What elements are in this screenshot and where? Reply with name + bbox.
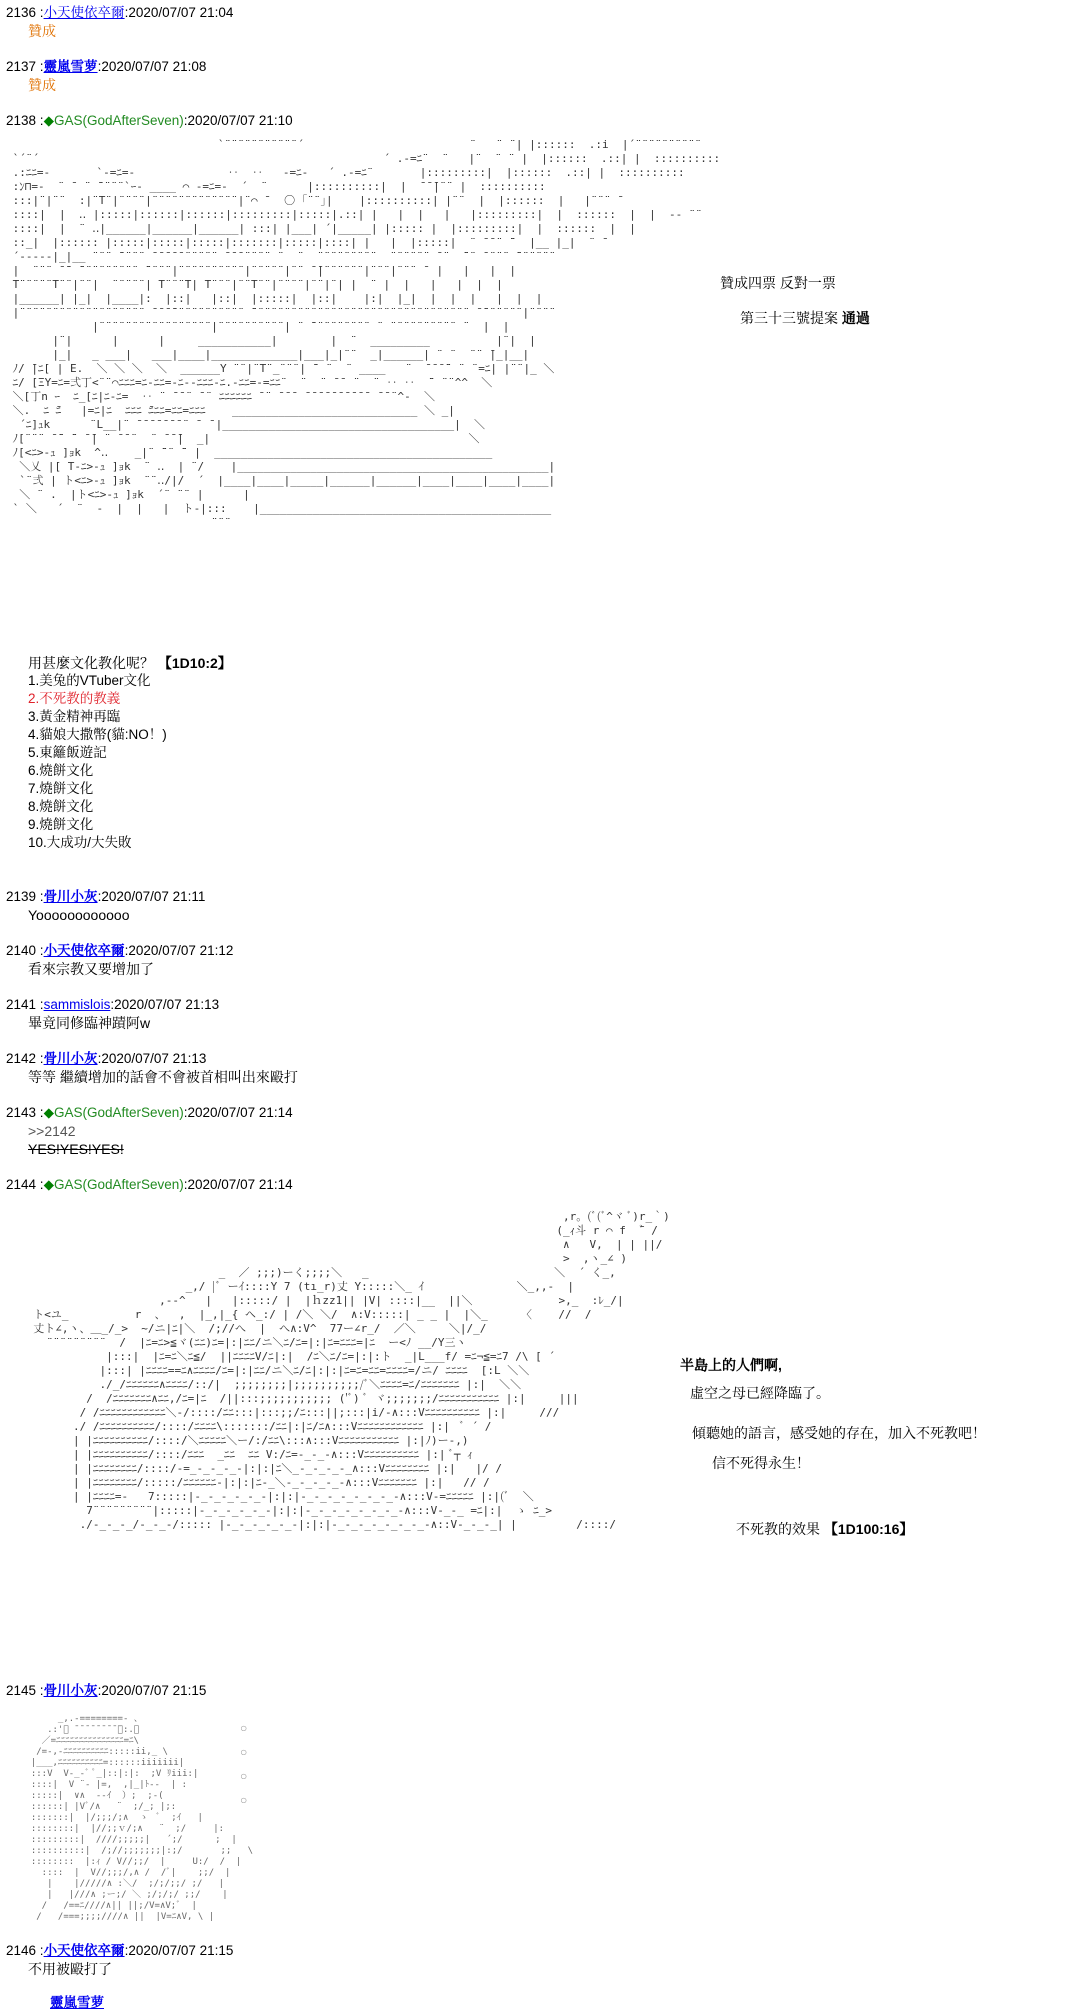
option-item: 7.燒餅文化: [28, 781, 94, 796]
diamond-icon: ◆: [43, 1105, 54, 1120]
post-number: 2144: [6, 1177, 37, 1192]
dice-roll: 【1D100:16】: [823, 1521, 914, 1537]
post-body: 不用被毆打了: [28, 1961, 112, 1977]
option-item: 4.貓娘大撒幣(貓:NO！): [28, 727, 167, 742]
circle-icon: ○: [240, 1745, 248, 1759]
poster-name-link[interactable]: 小天使依卒爾: [43, 1943, 125, 1958]
speech-line: 半島上的人們啊,: [680, 1357, 782, 1373]
poster-name-link[interactable]: 骨川小灰: [43, 1683, 98, 1698]
post-number: 2139: [6, 889, 37, 904]
circle-icon: ○: [240, 1793, 248, 1807]
post-number: 2146: [6, 1943, 37, 1958]
post-time: :2020/07/07 21:04: [124, 5, 234, 20]
reply-quote-link[interactable]: >>2142: [28, 1123, 76, 1139]
post-body: 贊成: [28, 77, 56, 93]
post-body: Yoooooooooooo: [28, 907, 130, 923]
culture-question: 用甚麼文化教化呢？ 【1D10:2】: [28, 655, 232, 671]
option-item: 10.大成功/大失敗: [28, 835, 132, 850]
option-item: 9.燒餅文化: [28, 817, 94, 832]
ascii-art-parliament: `¨¨¨¨¨¨¨¨¨¨¨´ ¨ ¨ ¨| |:::::: .:i |´¨¨¨¨¨¨¨¨¨¨ `´¨´ ´ .-=ﾆ¨ ¨ |¨ ¨ ¨ | |:::::: .::| | :::::::::: .:ﾆﾆ=- `-=ﾆ=- ‥ ‥ -=ﾆ- ´ .-=ﾆ¨ |:::::::::| |:::::: .::| | :::::::::: :ﾝ⊓=- ¨ ̄ ¨ ̄¨¨¨¨`ｰ- ____ ⌒ -=ﾆ=- ´ ¨ |::::::::::| | ̄ ̄ ̄|¨¨ | :::::::::: :::|¨|¨¨ :|¨T¨|¨¨¨¨|¨¨¨¨¨¨¨¨¨¨¨¨¨|¨⌒ ̄ 〇 ｢¨¨｣| |::::::::::| |¨¨ | |:::::: | |¨¨¨ ̄ ::::| | ‥ |:::::|::::::|::::::|:::::::::|:::::|.::| | | | | |:::::::::| | :::::: | | -- ¨¨ ::::| | ¨ ‥|______|______|______| :::| |___| ´|_____| |::::: | |:::::::::| | :::::: | | ::_| |:::::: |:::::|:::::|:::::|:::::::|:::::|::::| | | |:::::| ¨ ̄ ̄ ¨ ̄¨ |__ |_| ¨ ̄ ´-----|_|__ ¨¨¨ ̄¨¨¨¨ ̄ ̄ ̄ ̄ ̄ ¨¨¨¨¨ ̄ ̄ ̄ ¨¨¨¨ ¨ ¨ ¨¨¨¨¨¨¨¨¨ ¨¨¨¨¨¨ ̄ ¨ ̄¨¨ ̄ ¨¨¨ ̄¨¨¨¨¨¨ | ¨¨¨ ̄ ̄¨ ̄¨¨¨¨¨¨¨¨¨ ̄¨¨¨¨|¨¨¨¨¨¨¨¨¨¨|¨¨¨¨¨|¨¨ ̄ ̄|¨¨¨¨¨¨|¨¨¨|¨¨¨ ̄ | | | | T¨¨¨¨¨T¨¨|¨¨| ¨¨¨¨¨| T¨¨¨T| T¨¨¨|¨¨T¨¨|¨¨¨¨|¨¨|¨| | ¨ | | | | | | |______| |_| |____|: |::| |::| |:::::| |::| |:| |_| | | | | | | |¨¨¨¨¨¨¨¨¨¨¨¨¨¨¨¨¨¨¨ ̄ ̄ ̄ ̄¨¨¨¨¨¨¨¨¨¨¨ ̄¨¨¨¨¨¨¨¨¨¨¨¨¨¨¨¨¨¨¨¨¨¨¨¨¨¨¨¨¨¨¨¨¨ ̄ ̄¨¨¨¨¨¨|¨¨¨¨ |¨¨¨¨¨¨¨¨¨¨¨¨¨¨¨¨¨|¨¨¨¨¨¨¨¨¨¨| ¨ ̄¨¨¨¨¨¨¨¨¨ ¨ ¨¨¨¨¨¨¨¨¨¨ ¨ | | |¨| | | ___________| | ¨ _________ |¨| | |_| _ ___| ___|____|_____________|___|_|¨¨ _|______| ¨ ¨ ¨¨ ̄|_|__| ﾉ/ ̄|ﾆ[ | E. ＼ ＼ ＼ ＼ ______Y ¨¨|¨T¨_¨¨¨| ̄¨ ¨ ¨ ____ ¨ ̄ ̄ ̄ ̄¨ ¨ ¨=ﾆ| |¨¨|_ ＼ ﾆ/ [ΞY=ﾆ=弍丁<¨¨⌒ﾆﾆﾆ=ﾆ-ﾆﾆ=-ﾆ--ﾆﾆﾆ-ﾆ.-ﾆﾆ=-=ﾆﾆ¨ ¨ ¨ ̄ ̄ ¨ ¨ ‥ ‥ ̄¨ ¨¨^^ ＼ ＼[丁n ｰ ﾆ_[ﾆ|ﾆ-ﾆ= ‥ ¨ ̄ ̄ ¨ ̄ ¨ ﾆﾆﾆﾆﾆﾆ ̄ ¨ ̄ ̄ ̄ ̄ ̄ ̄ ̄ ̄ ̄ ̄ ̄ ̄ ̄ ̄ ̄ ¨^- ＼ ＼. ﾆ ̄ﾆ |=ﾆ|ﾆ ﾆﾆﾆ ̄ﾆﾆﾆ=ﾆﾆ=ﾆﾆﾆ ____________________________ ＼ _| ´ﾆ]ｭk ¨L__|¨ ̄ ̄ ̄ ̄ ̄ ̄ ̄ ¨ ̄ ̄ |___________________________________| ＼ ﾉ[¨¨¨ ̄ ̄¨ ̄¨ ̄ ̄| ¨ ̄ ̄ ¨ ¨ ̄ ̄ ̄| _| ＼ ﾉ[<ﾆ>-ｭ ]ｮk ^‥ _|¨ ̄¨¨ ̄¨ | __________________________________________ ＼乂 |[ T-ﾆ>-ｭ ]ｮk ¨ ‥ | ¨/ |_______________________________________________| `¨弍 | ト<ﾆ>-ｭ ]ｮk ¨¨‥/|/ ´ |____|____|_____|______|______|____|____|____|____| ＼ ¨ . |ト<ﾆ>-ｭ ]ｮk ´¨ ¨¨ | | ` ＼ ´ ¨ - | | | ト-|::: |____________________________________________ ¨¨¨: [12, 138, 721, 529]
culture-options: [28, 672, 167, 852]
ascii-art-void-mother: ,r。(ﾞ(ﾞ^ヾ ﾞ)r_｀) (_ｨ斗 r ⌒ f ̄ﾞ / ∧ V, | | ||/ > ,ヽ_∠ ) _ ／ ;;;)ーく;;;;＼ _ ＼ ´ く_, _,/ |ﾞ ーｲ::::Y 7 (tı_r)丈 Y:::::＼_ ｲ ＼_,,- | ,--^ | |:::::/ | |ｈzz1|| |V| ::::|__ ||＼ >,_ :ﾚ_/| ト<ユ_ r 、 , |_,|_{ ヘ_:/ | /＼ ＼/ ∧:V:::::| _ _ | |＼_ 〈 // / 丈ト∠,ヽ、＿_/_> ~/ニ|ﾆ|＼ /;//へ | へ∧:V^ 77ー∠r_/ ／＼ ＼|/_/ ¨¨¨¨¨¨¨¨¨ / |ﾆ=ﾆ>≦ヾ(ﾆﾆ)ﾆ=|:|ﾆﾆ/ニ＼ﾆ/ﾆ=|:|ﾆ=ﾆﾆﾆ=|ﾆ ー<ﾉ __/Y三ヽ |:::| |ﾆ=ﾆ＼ﾆ≦/ ||ﾆﾆﾆﾆV/ﾆ|:| /ﾆ＼ﾆ/ﾆ=|:|:ト _|L___f/ =ﾆ¬≦=ﾆ7 /\ [ ´ |:::| |ﾆﾆﾆﾆ==ﾆ∧ﾆﾆﾆﾆ/ﾆ=|:|ﾆﾆ/ニ＼ﾆ/ﾆ|:|:|ﾆ=ﾆ=ﾆﾆ=ﾆﾆﾆﾆ=/ニ/ ﾆﾆﾆﾆ [:L ＼＼ ./_/ﾆﾆﾆﾆﾆﾆ∧ﾆﾆﾆﾆ/::/| ;;;;;;;;|;;;;;;;;;;/ﾞ＼ﾆﾆﾆﾆ=ﾆ/ﾆﾆﾆﾆﾆﾆﾆ |:| ＼＼ / /ﾆﾆﾆﾆﾆﾆﾆ∧ﾆﾆ,/ﾆ=|ﾆ /||:::;;;;;;;;;;; ('ﾞ) ﾞ ヾ;;;;;;;/ﾆﾆﾆﾆﾆﾆﾆﾆﾆﾆﾆ |:| ||| / /ﾆﾆﾆﾆﾆﾆﾆﾆﾆﾆﾆﾆ＼-/::::/ﾆﾆ:::|:::;;/ﾆ:::||;:::|i/-∧:::Vﾆﾆﾆﾆﾆﾆﾆﾆﾆﾆ |:| /// ./ /ﾆﾆﾆﾆﾆﾆﾆﾆﾆﾆ/::::/ﾆﾆﾆﾆ\:::::::/ﾆﾆ|:|ﾆ/ﾆ∧:::Vﾆﾆﾆﾆﾆﾆﾆﾆﾆﾆﾆﾆ |:| ﾞ ´ / | |ﾆﾆﾆﾆﾆﾆﾆﾆﾆﾆ/::::/＼ﾆﾆﾆﾆﾆ＼ー/:/ﾆﾆ\:::∧:::Vﾆﾆﾆﾆﾆﾆﾆﾆﾆﾆﾆ |:|ﾉ)ー-,) | |ﾆﾆﾆﾆﾆﾆﾆﾆﾆﾆ/::::/ﾆﾆﾆ _ﾆﾆ ﾆﾆ V:/ﾆ=-_-_-∧:::Vﾆﾆﾆﾆﾆﾆﾆﾆﾆﾆ |:| ﾞ┬ ｨ | |ﾆﾆﾆﾆﾆﾆﾆﾆ/::::/-=_-_-_-_-|:|:|ﾆ＼_-_-_-_-_∧:::Vﾆﾆﾆﾆﾆﾆﾆﾆ |:| |/ / | |ﾆﾆﾆﾆﾆﾆﾆﾆ/:::::/ﾆﾆﾆﾆﾆﾆ-|:|:|ﾆ-_＼-_-_-_-_-∧:::Vﾆﾆﾆﾆﾆﾆﾆ |:| // / | |ﾆﾆﾆﾆ=- 7:::::|-_-_-_-_-_-|:|:|-_-_-_-_-_-_-_-∧:::V-=ﾆﾆﾆﾆﾆ |:|(ﾞ ＼ 7¨¨¨¨¨¨¨¨¨|:::::|-_-_-_-_-_-|:|:|-_-_-_-_-_-_-_-∧:::V-_-_ =ﾆ|:| ゝ ﾆ_> ./-_-_-_/-_-_-/::::: |-_-_-_-_-_-|:|:|-_-_-_-_-_-_-_-∧::V-_-_-_| | /::::/: [33, 1210, 670, 1531]
diamond-icon: ◆: [43, 113, 54, 128]
vote-result-caption: 贊成四票 反對一票: [720, 275, 836, 291]
dice-roll: 【1D10:2】: [157, 655, 232, 671]
post-number: 2145: [6, 1683, 37, 1698]
poster-name-link[interactable]: 骨川小灰: [43, 1051, 98, 1066]
diamond-icon: ◆: [43, 1177, 54, 1192]
proposal-caption: 第三十三號提案 通過: [740, 310, 870, 326]
option-item: 8.燒餅文化: [28, 799, 94, 814]
post-2140: 2140 :小天使依卒爾:2020/07/07 21:12 看來宗教又要增加了: [6, 943, 234, 977]
option-item: 5.東籬飯遊記: [28, 745, 107, 760]
post-2143: 2143 :◆GAS(GodAfterSeven):2020/07/07 21:14 >>2142 YES!YES!YES!: [6, 1105, 293, 1157]
post-number: 2142: [6, 1051, 37, 1066]
post-2138: 2138 :◆GAS(GodAfterSeven):2020/07/07 21:10: [6, 113, 293, 128]
dots-column: [240, 1716, 247, 1812]
post-time: :2020/07/07 21:11: [97, 889, 206, 904]
poster-name-link[interactable]: 靈嵐雪萝: [50, 1995, 104, 2010]
post-2141: 2141 :sammislois:2020/07/07 21:13 畢竟同修臨神蹟阿w: [6, 997, 220, 1031]
option-item: 3.黃金精神再臨: [28, 709, 121, 724]
post-time: :2020/07/07 21:08: [97, 59, 207, 74]
post-time: :2020/07/07 21:14: [183, 1105, 293, 1120]
post-number: 2136: [6, 5, 37, 20]
speech-line: 虛空之母已經降臨了。: [690, 1385, 830, 1401]
post-2147-partial: [50, 1994, 104, 2012]
speech-line: 信不死得永生！: [712, 1455, 810, 1471]
post-body: YES!YES!YES!: [28, 1141, 124, 1157]
poster-name-link[interactable]: 小天使依卒爾: [43, 943, 125, 958]
post-body: 看來宗教又要增加了: [28, 961, 154, 977]
effect-line: 不死教的效果 【1D100:16】: [736, 1521, 914, 1537]
post-2136: 2136 :小天使依卒爾:2020/07/07 21:04 贊成: [6, 5, 234, 39]
post-time: :2020/07/07 21:12: [124, 943, 234, 958]
poster-name-link[interactable]: 骨川小灰: [43, 889, 98, 904]
post-number: 2137: [6, 59, 37, 74]
post-number: 2143: [6, 1105, 37, 1120]
post-time: :2020/07/07 21:13: [110, 997, 220, 1012]
post-body: 等等 繼續增加的話會不會被首相叫出來毆打: [28, 1069, 298, 1085]
post-2139: 2139 :骨川小灰:2020/07/07 21:11 Yoooooooooooo: [6, 889, 206, 923]
poster-trip: GAS(GodAfterSeven): [53, 1105, 184, 1120]
poster-trip: GAS(GodAfterSeven): [53, 113, 184, 128]
post-2142: 2142 :骨川小灰:2020/07/07 21:13 等等 繼續增加的話會不會被首相叫出來毆打: [6, 1051, 298, 1085]
post-time: :2020/07/07 21:15: [97, 1683, 207, 1698]
option-item: 6.燒餅文化: [28, 763, 94, 778]
post-2146: 2146 :小天使依卒爾:2020/07/07 21:15 不用被毆打了: [6, 1943, 234, 1977]
passed-label: 通過: [841, 310, 870, 326]
post-2144: 2144 :◆GAS(GodAfterSeven):2020/07/07 21:14: [6, 1177, 293, 1192]
option-item-selected: 2.不死教的教義: [28, 691, 121, 706]
speech-line: 傾聽她的語言，感受她的存在，加入不死教吧！: [692, 1425, 986, 1441]
poster-name-link[interactable]: 靈嵐雪萝: [43, 59, 98, 74]
poster-name-link[interactable]: sammislois: [43, 997, 111, 1012]
poster-name-link[interactable]: 小天使依卒爾: [43, 5, 125, 20]
option-item: 1.美兔的VTuber文化: [28, 673, 151, 688]
post-time: :2020/07/07 21:13: [97, 1051, 207, 1066]
post-2145: 2145 :骨川小灰:2020/07/07 21:15: [6, 1683, 207, 1698]
post-body: 贊成: [28, 23, 56, 39]
post-2137: 2137 :靈嵐雪萝:2020/07/07 21:08 贊成: [6, 59, 207, 93]
post-number: 2141: [6, 997, 37, 1012]
post-time: :2020/07/07 21:10: [183, 113, 293, 128]
post-time: :2020/07/07 21:14: [183, 1177, 293, 1192]
circle-icon: ○: [240, 1721, 248, 1735]
poster-trip: GAS(GodAfterSeven): [53, 1177, 184, 1192]
post-number: 2140: [6, 943, 37, 958]
post-time: :2020/07/07 21:15: [124, 1943, 234, 1958]
post-body: 畢竟同修臨神蹟阿w: [28, 1015, 151, 1031]
circle-icon: ○: [240, 1769, 248, 1783]
ascii-art-character: _,.-========- 、 .:'ﾞ ̄ ̄ ̄ ̄ ̄ ̄ ̄ ̄ ̄ﾞ:.、 ／=ﾆﾆﾆﾆﾆﾆﾆﾆﾆﾆﾆﾆﾆﾆﾆ=ﾆ\ /=-,-ﾆﾆﾆﾆﾆﾆﾆﾆﾆﾆ:::::ii,_ \ |___,ﾆﾆﾆﾆﾆﾆﾆﾆﾆﾆ=::::::iiiiiii| :::V V-_-ﾞ ﾟ_|::|:|: ;V ﾘiii:| ::::| V ¨- |=, ,|_|ﾄ-- | : :::::| ∨∧ --ｲ ）; ;-( ::::::| |Vﾞ/∧ ¨ ;/_; |;: :::::::| |/;;;/;∧ ゝ ﾞ ;ｲ | ::::::::| |//;;ｖ/;∧ ¨ ;/ |: :::::::::| ////;;;;;| ´;/ ; | ::::::::::| /;//;;;;;;;|:;/ ;; \ :::::::: |:ｨ / V//;;/ | U:/ / | :::: | V//;;;/,∧ / /ﾞ| ;;/ | | |/////∧ :＼/ ;/;/;;/ ;/ | | |///∧ ;ー;/ ＼ ;/;/;/ ;;/ | / /==ﾆ////∧|| ||;/V=∧V;ﾞ | / /===;;;;////∧ || |V=ﾆ∧V, \ |: [30, 1714, 253, 1922]
post-number: 2138: [6, 113, 37, 128]
